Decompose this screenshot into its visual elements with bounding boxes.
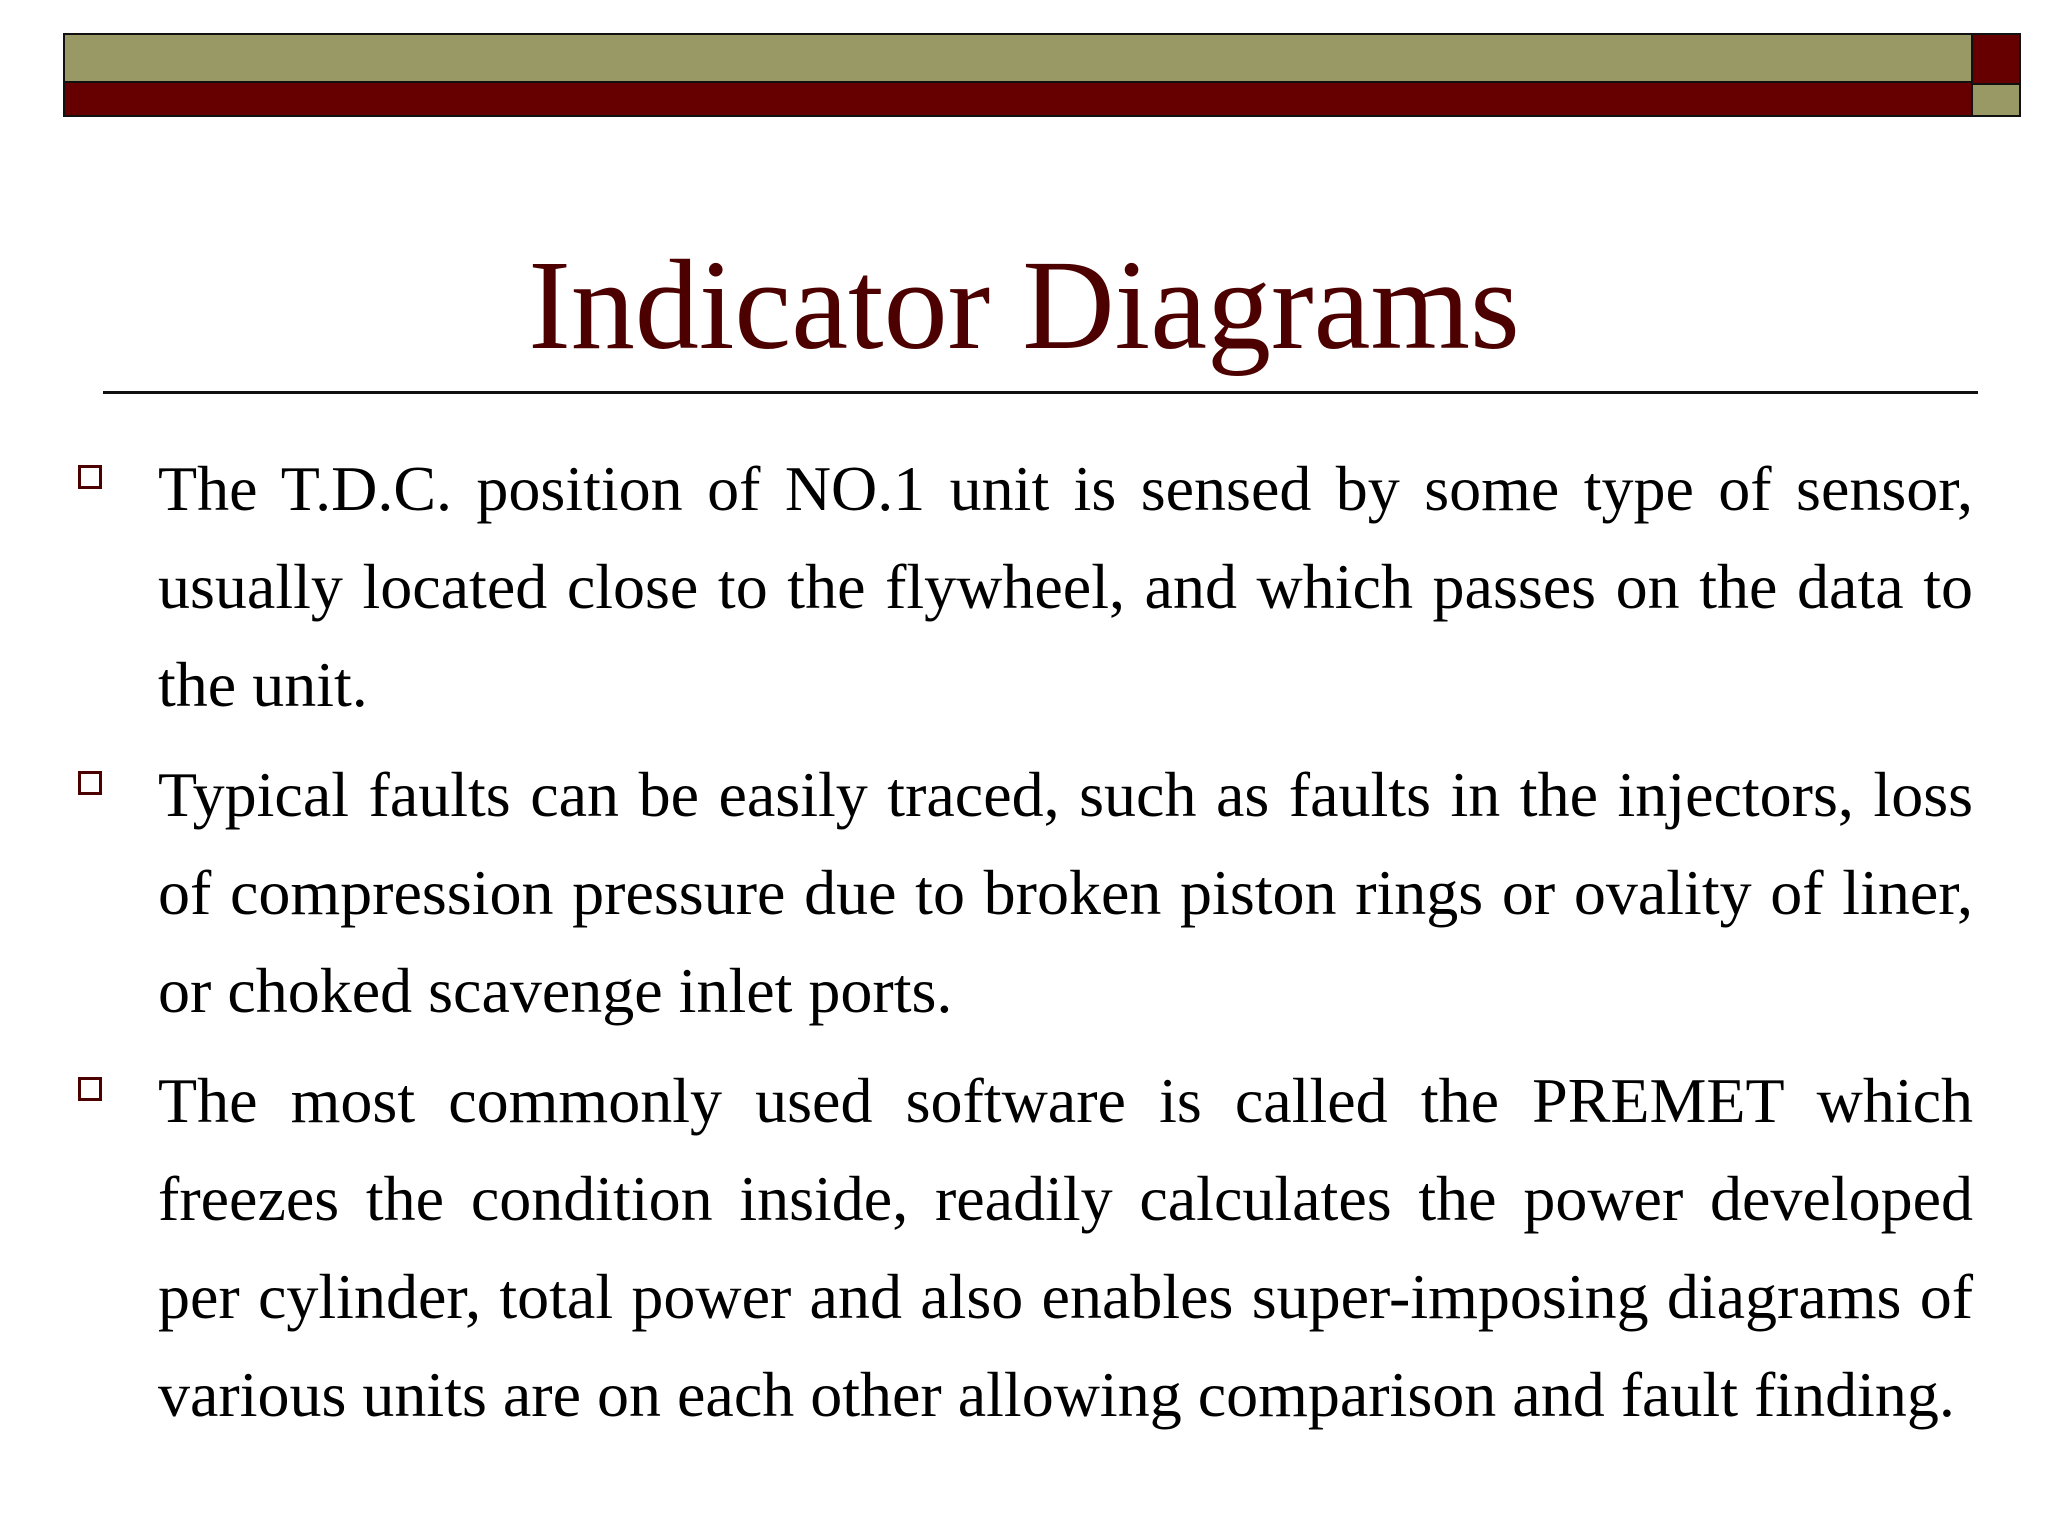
bullet-list — [78, 440, 1973, 1456]
hollow-square-bullet-icon — [78, 465, 102, 489]
header-corner-olive — [1971, 85, 2021, 117]
bullet-text: The T.D.C. position of NO.1 unit is sensed by some type of sensor, usually located close to the flywheel, and which passes on the data to the unit. — [158, 453, 1973, 720]
header-corner-maroon — [1971, 33, 2021, 85]
title-divider — [103, 391, 1978, 394]
slide-title: Indicator Diagrams — [528, 234, 1520, 376]
header-bar-olive — [63, 33, 1973, 83]
bullet-text: The most commonly used software is called the PREMET which freezes the condition inside, readily calculates the power developed per cylinder, total power and also enables super-imposing diagrams of various units are on each other allowing comparison and fault finding. — [158, 1065, 1973, 1430]
header-bar-maroon — [63, 83, 1973, 117]
hollow-square-bullet-icon — [78, 1077, 102, 1101]
bullet-text: Typical faults can be easily traced, such as faults in the injectors, loss of compression pressure due to broken piston rings or ovality of liner, or choked scavenge inlet ports. — [158, 759, 1973, 1026]
bullet-item — [78, 440, 1973, 734]
bullet-item — [78, 746, 1973, 1040]
hollow-square-bullet-icon — [78, 771, 102, 795]
bullet-item — [78, 1052, 1973, 1444]
